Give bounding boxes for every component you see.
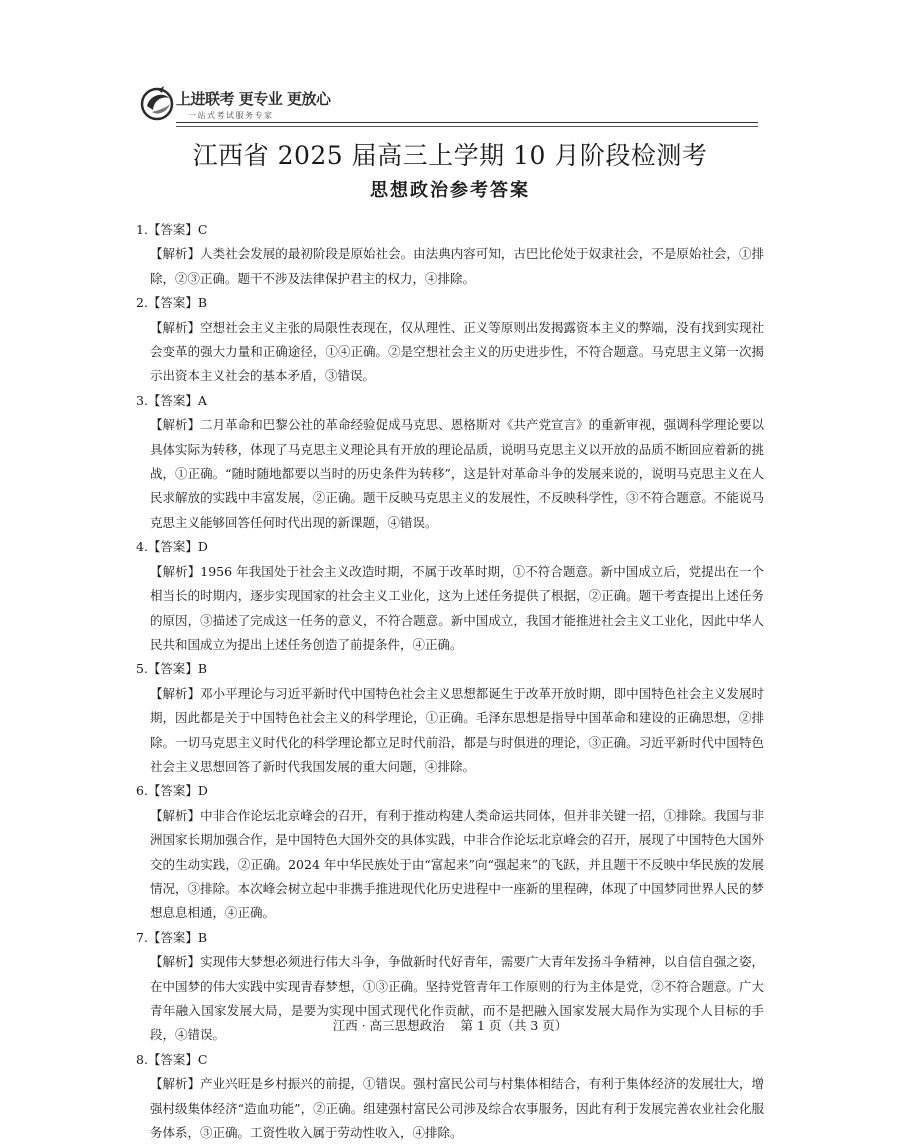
answer-explanation: 【解析】空想社会主义主张的局限性表现在，仅从理性、正义等原则出发揭露资本主义的弊端，没有找到实现社会变革的强大力量和正确途径，①④正确。②是空想社会主义的历史进步性，不符合题意。马克思主义第一次揭示出资本主义社会的基本矛盾，③错误。 xyxy=(150,319,764,384)
answer-label: 3.【答案】A xyxy=(136,392,207,408)
answer-explanation: 【解析】产业兴旺是乡村振兴的前提，①错误。强村富民公司与村集体相结合，有利于集体经济的发展壮大，增强村级集体经济“造血功能”，②正确。组建强村富民公司涉及综合农事服务，因此有利于发展完善农业社会化服务体系，③正确。工资性收入属于劳动性收入，④排除。 xyxy=(150,1076,764,1141)
header-divider-thin xyxy=(176,126,758,127)
answer-label: 7.【答案】B xyxy=(136,929,208,945)
answer-item xyxy=(136,218,764,291)
answer-list xyxy=(136,218,764,1145)
document-title: 江西省 2025 届高三上学期 10 月阶段检测考 xyxy=(192,141,708,170)
answer-item xyxy=(136,779,764,925)
page-header xyxy=(138,82,758,128)
answer-item xyxy=(136,657,764,779)
answer-label: 6.【答案】D xyxy=(136,783,208,799)
answer-item xyxy=(136,389,764,535)
answer-explanation: 【解析】实现伟大梦想必须进行伟大斗争，争做新时代好青年，需要广大青年发扬斗争精神，以自信自强之姿，在中国梦的伟大实践中实现青春梦想，①③正确。坚持党管青年工作原则的行为主体是党，②不符合题意。广大青年融入国家发展大局，是要为实现中国式现代化作贡献，而不是把融入国家发展大局作为实现个人目标的手段，④错误。 xyxy=(150,954,764,1043)
brand-logo-icon xyxy=(138,82,180,124)
answer-item xyxy=(136,291,764,389)
answer-explanation: 【解析】二月革命和巴黎公社的革命经验促成马克思、恩格斯对《共产党宣言》的重新审视，强调科学理论要以具体实际为转移，体现了马克思主义理论具有开放的理论品质，说明马克思主义以开放的品质不断回应着新的挑战，①正确。“随时随地都要以当时的历史条件为转移”，这是针对革命斗争的发展来说的，说明马克思主义在人民求解放的实践中丰富发展，②正确。题干反映马克思主义的发展性，不反映科学性，③不符合题意。不能说马克思主义能够回答任何时代出现的新课题，④错误。 xyxy=(150,417,764,530)
answer-label: 2.【答案】B xyxy=(136,295,208,311)
header-divider xyxy=(176,122,758,123)
answer-explanation: 【解析】1956 年我国处于社会主义改造时期，不属于改革时期，①不符合题意。新中国成立后，党提出在一个相当长的时期内，逐步实现国家的社会主义工业化，这为上述任务提供了根据，②正确。题干考查提出上述任务的原因，③描述了完成这一任务的意义，不符合题意。新中国成立，我国才能推进社会主义工业化，因此中华人民共和国成立为提出上述任务创造了前提条件，④正确。 xyxy=(150,563,764,652)
answer-label: 4.【答案】D xyxy=(136,539,208,555)
answer-item xyxy=(136,535,764,657)
answer-explanation: 【解析】邓小平理论与习近平新时代中国特色社会主义思想都诞生于改革开放时期，即中国特色社会主义发展时期，因此都是关于中国特色社会主义的科学理论，①正确。毛泽东思想是指导中国革命和建设的正确思想，②排除。一切马克思主义时代化的科学理论都立足时代前沿，都是与时俱进的理论，③正确。习近平新时代中国特色社会主义思想回答了新时代我国发展的重大问题，④排除。 xyxy=(150,685,764,774)
page-footer: 江西 · 高三思想政治 第 1 页（共 3 页） xyxy=(332,1018,568,1033)
answer-explanation: 【解析】人类社会发展的最初阶段是原始社会。由法典内容可知，古巴比伦处于奴隶社会，不是原始社会，①排除，②③正确。题干不涉及法律保护君主的权力，④排除。 xyxy=(150,246,764,286)
answer-item xyxy=(136,1048,764,1145)
brand-slogan: 上进联考 更专业 更放心 xyxy=(176,90,331,108)
answer-explanation: 【解析】中非合作论坛北京峰会的召开，有利于推动构建人类命运共同体，但并非关键一招，①排除。我国与非洲国家长期加强合作，是中国特色大国外交的具体实践，中非合作论坛北京峰会的召开，展现了中国特色大国外交的生动实践，②正确。2024 年中华民族处于由“富起来”向“强起来”的飞跃，并且题干不反映中华民族的发展情况，③排除。本次峰会树立起中非携手推进现代化历史进程中一座新的里程碑，体现了中国梦同世界人民的梦想息息相通，④正确。 xyxy=(150,807,764,921)
brand-tagline: 一站式考试服务专家 xyxy=(188,111,274,120)
answer-label: 8.【答案】C xyxy=(136,1051,208,1067)
answer-label: 5.【答案】B xyxy=(136,661,208,677)
answer-label: 1.【答案】C xyxy=(136,222,208,237)
document-subtitle: 思想政治参考答案 xyxy=(370,180,530,201)
